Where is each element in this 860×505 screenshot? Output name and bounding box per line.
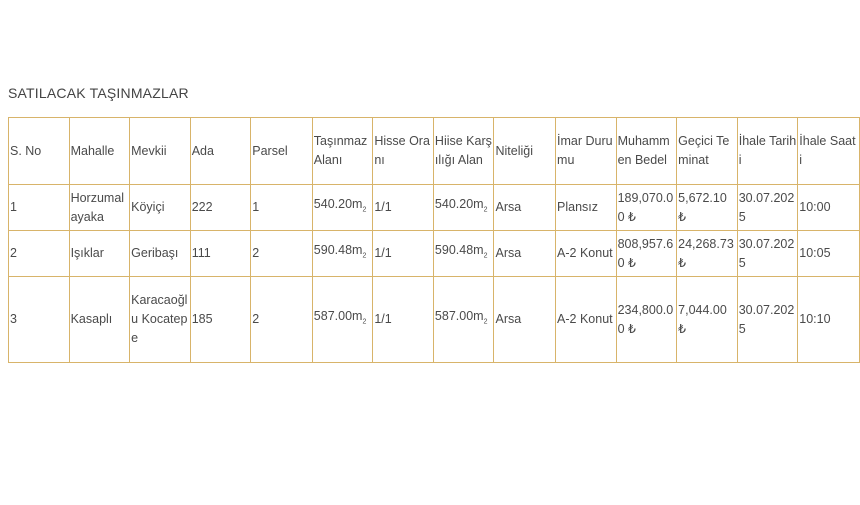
header-cell: Ada (190, 118, 251, 185)
header-cell: S. No (9, 118, 70, 185)
header-cell: İhale Saati (798, 118, 860, 185)
row-number: 3 (9, 277, 70, 363)
table-row (9, 185, 860, 231)
property-table (8, 117, 860, 363)
header-cell: Geçici Teminat (677, 118, 738, 185)
row-number: 1 (9, 185, 70, 231)
header-cell: Taşınmaz Alanı (312, 118, 373, 185)
auction-time-cell: 10:00 (798, 185, 860, 231)
share-area-cell (433, 185, 494, 231)
header-cell: Mahalle (69, 118, 130, 185)
deposit-cell: 24,268.73 ₺ (677, 231, 738, 277)
share-ratio-cell: 1/1 (373, 231, 434, 277)
header-cell: İhale Tarihi (737, 118, 798, 185)
area-value: 540.20m (313, 197, 363, 212)
estimated-price-cell: 189,070.00 ₺ (616, 185, 677, 231)
deposit-cell: 5,672.10 ₺ (677, 185, 738, 231)
parsel-cell: 2 (251, 231, 313, 277)
share-area-cell (433, 277, 494, 363)
area-unit-exponent: 2 (362, 252, 367, 260)
deposit-cell: 7,044.00 ₺ (677, 277, 738, 363)
area-cell (312, 185, 373, 231)
mevkii-cell: Köyiçi (130, 185, 191, 231)
area-unit-exponent: 2 (362, 318, 367, 326)
mahalle-cell: Kasaplı (69, 277, 130, 363)
zoning-cell: A-2 Konut (556, 231, 617, 277)
share-area-value: 590.48m (434, 243, 484, 258)
estimated-price-cell: 808,957.60 ₺ (616, 231, 677, 277)
header-cell: Muhammen Bedel (616, 118, 677, 185)
share-area-cell (433, 231, 494, 277)
auction-time-cell: 10:10 (798, 277, 860, 363)
share-area-unit-exponent: 2 (483, 206, 488, 214)
ada-cell: 185 (190, 277, 251, 363)
zoning-cell: Plansız (556, 185, 617, 231)
auction-time-cell: 10:05 (798, 231, 860, 277)
area-unit-exponent: 2 (362, 206, 367, 214)
mahalle-cell: Horzumalayaka (69, 185, 130, 231)
estimated-price-cell: 234,800.00 ₺ (616, 277, 677, 363)
mevkii-cell: Geribaşı (130, 231, 191, 277)
parsel-cell: 2 (251, 277, 313, 363)
area-value: 590.48m (313, 243, 363, 258)
header-cell: Hisse Oranı (373, 118, 434, 185)
share-area-value: 540.20m (434, 197, 484, 212)
table-row (9, 277, 860, 363)
auction-date-cell: 30.07.2025 (737, 277, 798, 363)
mevkii-cell: Karacaoğlu Kocatepe (130, 277, 191, 363)
ada-cell: 222 (190, 185, 251, 231)
share-ratio-cell: 1/1 (373, 277, 434, 363)
ada-cell: 111 (190, 231, 251, 277)
page-title: SATILACAK TAŞINMAZLAR (8, 85, 189, 101)
header-cell: Mevkii (130, 118, 191, 185)
share-area-unit-exponent: 2 (483, 252, 488, 260)
header-cell: Hiise Karşılığı Alan (433, 118, 494, 185)
auction-date-cell: 30.07.2025 (737, 231, 798, 277)
table-header-row (9, 118, 860, 185)
header-cell: İmar Durumu (556, 118, 617, 185)
header-cell: Niteliği (494, 118, 556, 185)
mahalle-cell: Işıklar (69, 231, 130, 277)
share-area-unit-exponent: 2 (483, 318, 488, 326)
nitelik-cell: Arsa (494, 277, 556, 363)
nitelik-cell: Arsa (494, 231, 556, 277)
share-ratio-cell: 1/1 (373, 185, 434, 231)
share-area-value: 587.00m (434, 309, 484, 324)
nitelik-cell: Arsa (494, 185, 556, 231)
parsel-cell: 1 (251, 185, 313, 231)
area-cell (312, 231, 373, 277)
auction-date-cell: 30.07.2025 (737, 185, 798, 231)
row-number: 2 (9, 231, 70, 277)
area-value: 587.00m (313, 309, 363, 324)
header-cell: Parsel (251, 118, 313, 185)
zoning-cell: A-2 Konut (556, 277, 617, 363)
area-cell (312, 277, 373, 363)
table-row (9, 231, 860, 277)
